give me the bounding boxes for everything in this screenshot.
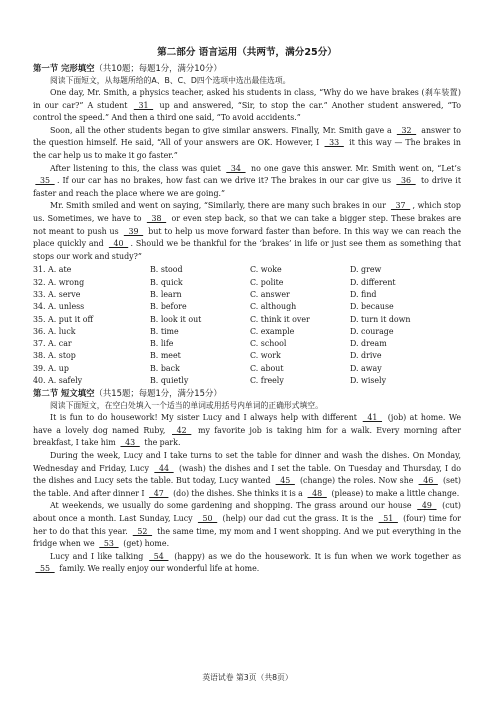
blank-51: 51	[378, 514, 398, 524]
paragraph-text: Soon, all the other students began to give similar answers. Finally, Mr. Smith gave a	[50, 125, 395, 135]
blank-31: 31	[133, 100, 154, 110]
option-choice: D. find	[350, 289, 377, 299]
blank-50: 50	[197, 514, 218, 524]
paragraph-text: (happy) as we do the housework. It is fun when we work together as	[170, 551, 462, 561]
section2-instruction: 阅读下面短文，在空白处填入一个适当的单词或用括号内单词的正确形式填空。	[50, 400, 323, 410]
cloze-passage	[33, 87, 461, 263]
blank-32: 32	[396, 125, 417, 135]
option-choice: B. back	[150, 363, 180, 373]
blank-46: 46	[418, 476, 438, 486]
blank-43: 43	[120, 438, 140, 448]
paragraph-text: Mr. Smith smiled and went on saying, “Similarly, there are many such brakes in our	[50, 201, 389, 211]
option-choice: C. example	[250, 326, 295, 336]
paragraph-text: to drive it faster and reach the place where we are going.”	[33, 176, 462, 198]
paragraph	[33, 125, 461, 163]
blank-44: 44	[154, 463, 174, 473]
blank-48: 48	[307, 488, 327, 498]
paragraph-text: (please) to make a little change.	[329, 488, 460, 498]
option-choice: D. turn it down	[350, 314, 411, 324]
page-footer: 英语试卷 第3页（共8页）	[202, 673, 293, 682]
option-choice: C. about	[250, 363, 284, 373]
part-title: 第二部分 语言运用（共两节，满分25分）	[157, 47, 337, 58]
option-choice: D. because	[350, 302, 394, 312]
blank-39: 39	[123, 226, 144, 236]
option-choice: C. freely	[250, 375, 284, 385]
section2-note: （共15题；每题1分，满分15分）	[94, 388, 222, 399]
paragraph	[33, 412, 461, 450]
blank-36: 36	[396, 176, 416, 186]
option-choice: B. stood	[150, 265, 183, 275]
paragraph-text: After listening to this, the class was quiet	[50, 163, 224, 173]
paragraph-text: the same time, my mom and I went shopping. And we put everything in the fridge when we	[33, 526, 461, 549]
paragraph-text: It is fun to do housework! My sister Lucy and I always help with different	[50, 413, 361, 423]
paragraph-text: or even step back, so that we can take a bigger step. These brakes are not meant to push us	[33, 213, 462, 236]
paragraph-text: . If our car has no brakes, how fast can we drive it? The brakes in our car give us	[57, 176, 395, 186]
option-choice: B. life	[150, 339, 174, 349]
paragraph-text: One day, Mr. Smith, a physics teacher, asked his students in class, “Why do we have brakes (刹车装置) in our car?” A student	[33, 88, 461, 110]
blank-34: 34	[226, 163, 246, 173]
paragraph	[33, 500, 461, 550]
paragraph-text: but to help us move forward faster than before. In this way we can reach the place quickly and	[33, 226, 461, 249]
section2-heading: 第二节 短文填空	[33, 388, 95, 399]
section1-instruction: 阅读下面短文，从每题所给的A、B、C、D四个选项中选出最佳选项。	[50, 75, 291, 85]
paragraph	[33, 200, 461, 263]
paragraph-text: (job) at home. We have a lovely dog named Ruby,	[33, 413, 461, 435]
option-choice: 34. A. unless	[33, 302, 85, 312]
section2-title	[33, 387, 461, 400]
paragraph-text: (get) home.	[120, 539, 170, 549]
section1-note: （共10题；每题1分，满分10分）	[94, 63, 222, 73]
option-row	[33, 314, 461, 326]
paragraph-text: (cut) about once a month. Last Sunday, Lucy	[33, 501, 461, 524]
paragraph-text: . Should we be thankful for the ‘brakes’ in life or just see them as something that stops our work and study?”	[33, 239, 461, 261]
option-choice: D. grew	[350, 265, 382, 275]
blank-41: 41	[362, 413, 383, 423]
blank-45: 45	[275, 476, 295, 486]
paragraph-text: up and answered, “Sir, to stop the car.” Another student answered, “To control the speed.” And then a third one said, “To avoid accidents.”	[33, 100, 461, 123]
option-choice: C. school	[250, 339, 287, 349]
paragraph	[33, 450, 461, 500]
paragraph-text: family. We really enjoy our wonderful life at home.	[57, 564, 260, 574]
option-choice: C. think it over	[250, 314, 310, 324]
paragraph-text: my favorite job is taking him for a walk. Every morning after breakfast, I take him	[33, 425, 461, 448]
option-choice: D. away	[350, 363, 382, 373]
option-row	[33, 375, 461, 387]
option-row	[33, 289, 461, 301]
option-choice: B. time	[150, 326, 179, 336]
option-choice: D. dream	[350, 339, 387, 349]
option-choice: 31. A. ate	[33, 265, 72, 275]
option-choice: 32. A. wrong	[33, 277, 85, 287]
paragraph-text: (set) the table. And after dinner I	[33, 476, 462, 498]
blank-47: 47	[149, 488, 169, 498]
option-row	[33, 301, 461, 313]
option-choice: 39. A. up	[33, 363, 69, 373]
paragraph-text: the park.	[142, 438, 181, 448]
blank-52: 52	[132, 526, 153, 536]
paragraph-text: During the week, Lucy and I take turns to set the table for dinner and wash the dishes. On Monday, Wednesday and Friday, Lucy	[33, 451, 461, 473]
section1-title	[33, 62, 461, 75]
option-choice: C. polite	[250, 277, 284, 287]
option-row	[33, 363, 461, 375]
option-choice: B. look it out	[150, 314, 202, 324]
paragraph-text: Lucy and I like talking	[50, 551, 147, 561]
option-choice: D. different	[350, 277, 396, 287]
option-row	[33, 338, 461, 350]
paragraph-text: no one gave this answer. Mr. Smith went on, “Let’s	[247, 163, 461, 173]
option-choice: D. wisely	[350, 375, 387, 385]
option-choice: B. quick	[150, 277, 183, 287]
section1-heading: 第一节 完形填空	[33, 63, 95, 73]
blank-49: 49	[417, 501, 437, 511]
blank-53: 53	[99, 539, 119, 549]
option-choice: B. before	[150, 302, 187, 312]
option-choice: 38. A. stop	[33, 351, 76, 361]
blank-42: 42	[172, 425, 192, 435]
option-choice: B. meet	[150, 351, 181, 361]
paragraph-text: answer to the question himself. He said, “All of your answers are OK. However, I	[33, 125, 461, 148]
paragraph-text: (four) time for her to do that this year.	[33, 514, 461, 536]
option-choice: C. woke	[250, 265, 282, 275]
option-choice: B. learn	[150, 289, 182, 299]
option-choice: D. drive	[350, 351, 382, 361]
paragraph-text: At weekends, we usually do some gardening and shopping. The grass around our house	[50, 501, 415, 511]
option-choice: 36. A. luck	[33, 326, 76, 336]
option-choice: D. courage	[350, 326, 394, 336]
paragraph-text: (do) the dishes. She thinks it is a	[170, 488, 306, 498]
blank-35: 35	[35, 176, 55, 186]
option-row	[33, 326, 461, 338]
blank-54: 54	[149, 551, 169, 561]
paragraph	[33, 163, 461, 201]
paragraph-text: , which stop us. Sometimes, we have to	[33, 201, 461, 223]
option-choice: 33. A. serve	[33, 289, 81, 299]
option-choice: 40. A. safely	[33, 375, 83, 385]
option-choice: 35. A. put it off	[33, 314, 94, 324]
option-choice: C. work	[250, 351, 281, 361]
blank-37: 37	[390, 201, 411, 211]
option-choice: B. quietly	[150, 375, 189, 385]
blank-55: 55	[35, 564, 55, 574]
blank-33: 33	[324, 138, 344, 148]
paragraph	[33, 87, 461, 125]
paragraph-text: (wash) the dishes and I set the table. On Tuesday and Thursday, I do the dishes and Lucy sets the table. But today, Lucy wanted	[33, 463, 461, 486]
paragraph-text: (help) our dad cut the grass. It is the	[219, 514, 377, 524]
option-choice: 37. A. car	[33, 339, 72, 349]
blank-38: 38	[146, 213, 167, 223]
option-row	[33, 350, 461, 362]
paragraph	[33, 551, 461, 576]
option-choice: C. although	[250, 302, 297, 312]
fill-blank-passage	[33, 412, 461, 576]
options-list	[33, 264, 461, 387]
option-choice: C. answer	[250, 289, 290, 299]
blank-40: 40	[108, 239, 129, 249]
paragraph-text: (change) the roles. Now she	[297, 476, 417, 486]
paragraph-text: it this way — The brakes in the car help us to make it go faster.”	[33, 138, 461, 160]
option-row	[33, 264, 461, 276]
option-row	[33, 277, 461, 289]
